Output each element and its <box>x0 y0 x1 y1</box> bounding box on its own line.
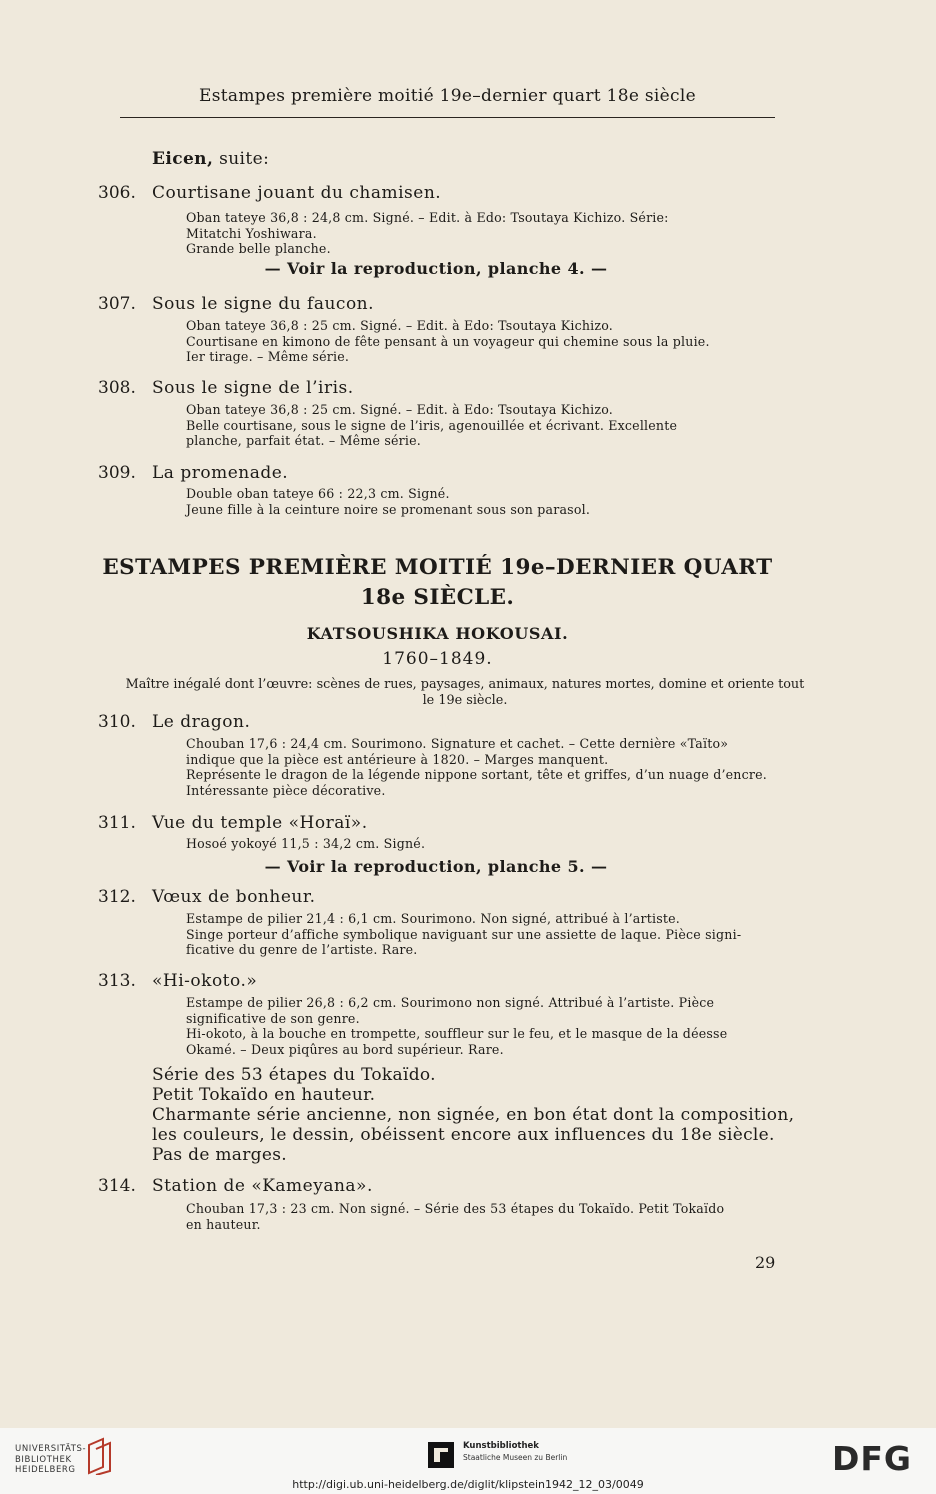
detail-line: Hi-okoto, à la bouche en trompette, souffleur sur le feu, et le masque de la déesse <box>186 1026 728 1041</box>
entry-details <box>186 402 776 449</box>
detail-line: Okamé. – Deux piqûres au bord supérieur. Rare. <box>186 1041 504 1057</box>
entry-title: Station de «Kameyana». <box>152 1176 373 1196</box>
entry-number: 314. <box>98 1176 136 1196</box>
detail-line: Singe porteur d’affiche symbolique naviguant sur une assiette de laque. Pièce signi- <box>186 926 742 942</box>
entry-details <box>186 911 776 958</box>
entry-number: 311. <box>98 813 136 833</box>
entry-title: Le dragon. <box>152 712 251 732</box>
intro-artist: Eicen, <box>152 149 214 169</box>
ub-heidelberg-emblem-icon <box>86 1437 112 1475</box>
entry-details <box>186 486 776 517</box>
detail-line: Représente le dragon de la légende nippone sortant, tête et griffes, d’un nuage d’encre. <box>186 767 767 782</box>
detail-line: Mitatchi Yoshiwara. <box>186 225 317 241</box>
entry-details <box>186 210 776 257</box>
detail-line: Oban tateye 36,8 : 25 cm. Signé. – Edit. à Edo: Tsoutaya Kichizo. <box>186 402 613 417</box>
entry-title: Sous le signe de l’iris. <box>152 378 354 398</box>
running-header: Estampes première moitié 19e–dernier quart 18e siècle <box>199 86 696 106</box>
detail-line: Estampe de pilier 26,8 : 6,2 cm. Sourimono non signé. Attribué à l’artiste. Pièce <box>186 995 715 1010</box>
series-line: les couleurs, le dessin, obéissent encore aux influences du 18e siècle. <box>152 1125 775 1145</box>
uni-line: UNIVERSITÄTS- <box>15 1444 87 1454</box>
detail-line: Oban tateye 36,8 : 25 cm. Signé. – Edit. à Edo: Tsoutaya Kichizo. <box>186 318 613 333</box>
detail-line: en hauteur. <box>186 1216 261 1232</box>
artist-dates: 1760–1849. <box>382 649 493 669</box>
permalink-url[interactable]: http://digi.ub.uni-heidelberg.de/diglit/klipstein1942_12_03/0049 <box>292 1478 644 1491</box>
entry-title: Vœux de bonheur. <box>152 887 316 907</box>
detail-line: Courtisane en kimono de fête pensant à un voyageur qui chemine sous la pluie. <box>186 333 710 349</box>
series-line: Charmante série ancienne, non signée, en bon état dont la composition, <box>152 1105 795 1125</box>
detail-line: indique que la pièce est antérieure à 1820. – Marges manquent. <box>186 751 609 767</box>
dfg-logo[interactable]: DFG <box>832 1439 913 1478</box>
detail-line: Chouban 17,3 : 23 cm. Non signé. – Série des 53 étapes du Tokaïdo. Petit Tokaïdo <box>186 1201 725 1216</box>
series-paragraph <box>152 1065 795 1165</box>
header-rule <box>120 117 775 118</box>
entry-number: 307. <box>98 294 136 314</box>
reproduction-note: — Voir la reproduction, planche 4. — <box>264 259 608 278</box>
entry-number: 309. <box>98 463 136 483</box>
entry-number: 308. <box>98 378 136 398</box>
detail-line: Grande belle planche. <box>186 241 331 256</box>
detail-line: Jeune fille à la ceinture noire se promenant sous son parasol. <box>186 501 591 517</box>
uni-line: HEIDELBERG <box>15 1465 76 1475</box>
entry-title: La promenade. <box>152 463 289 483</box>
entry-title: Sous le signe du faucon. <box>152 294 375 314</box>
detail-line: Intéressante pièce décorative. <box>186 782 386 798</box>
entry-number: 310. <box>98 712 136 732</box>
kunstbibliothek-subtitle: Staatliche Museen zu Berlin <box>463 1453 568 1462</box>
detail-line: Chouban 17,6 : 24,4 cm. Sourimono. Signature et cachet. – Cette dernière «Taïto» <box>186 736 729 751</box>
series-line: Pas de marges. <box>152 1145 287 1165</box>
intro-line <box>152 149 269 169</box>
entry-details <box>186 836 776 852</box>
artist-name: KATSOUSHIKA HOKOUSAI. <box>306 624 569 643</box>
detail-line: Estampe de pilier 21,4 : 6,1 cm. Sourimono. Non signé, attribué à l’artiste. <box>186 911 681 926</box>
detail-line: Belle courtisane, sous le signe de l’iris, agenouillée et écrivant. Excellente <box>186 417 678 433</box>
entry-number: 313. <box>98 971 136 991</box>
detail-line: planche, parfait état. – Même série. <box>186 433 421 448</box>
section-heading-line1: ESTAMPES PREMIÈRE MOITIÉ 19e–DERNIER QUART <box>102 555 773 580</box>
detail-line: Hosoé yokoyé 11,5 : 34,2 cm. Signé. <box>186 836 426 851</box>
page-number: 29 <box>755 1253 776 1272</box>
detail-line: significative de son genre. <box>186 1010 360 1026</box>
section-heading-line2: 18e SIÈCLE. <box>360 585 515 610</box>
viewer-footer <box>0 1428 936 1494</box>
detail-line: Double oban tateye 66 : 22,3 cm. Signé. <box>186 486 450 501</box>
detail-line: Ier tirage. – Même série. <box>186 349 350 364</box>
entry-title: Vue du temple «Horaï». <box>152 813 368 833</box>
entry-number: 306. <box>98 183 136 203</box>
kunstbibliothek-logo-icon[interactable] <box>428 1442 454 1468</box>
entry-details <box>186 736 776 798</box>
entry-details <box>186 1201 776 1232</box>
series-line: Série des 53 étapes du Tokaïdo. <box>152 1065 436 1085</box>
entry-details <box>186 318 776 365</box>
artist-note: Maître inégalé dont l’œuvre: scènes de rues, paysages, animaux, natures mortes, domine et oriente tout le 19e siècle. <box>125 677 805 708</box>
university-library-logo[interactable] <box>15 1444 86 1476</box>
entry-number: 312. <box>98 887 136 907</box>
reproduction-note: — Voir la reproduction, planche 5. — <box>264 857 608 876</box>
entry-details <box>186 995 776 1057</box>
kunstbibliothek-title: Kunstbibliothek <box>463 1441 539 1451</box>
detail-line: ficative du genre de l’artiste. Rare. <box>186 942 418 957</box>
uni-line: BIBLIOTHEK <box>15 1454 72 1465</box>
detail-line: Oban tateye 36,8 : 24,8 cm. Signé. – Edit. à Edo: Tsoutaya Kichizo. Série: <box>186 210 669 225</box>
intro-suffix: suite: <box>213 149 270 169</box>
entry-title: «Hi-okoto.» <box>152 971 258 991</box>
series-line: Petit Tokaïdo en hauteur. <box>152 1085 376 1105</box>
entry-title: Courtisane jouant du chamisen. <box>152 183 442 203</box>
